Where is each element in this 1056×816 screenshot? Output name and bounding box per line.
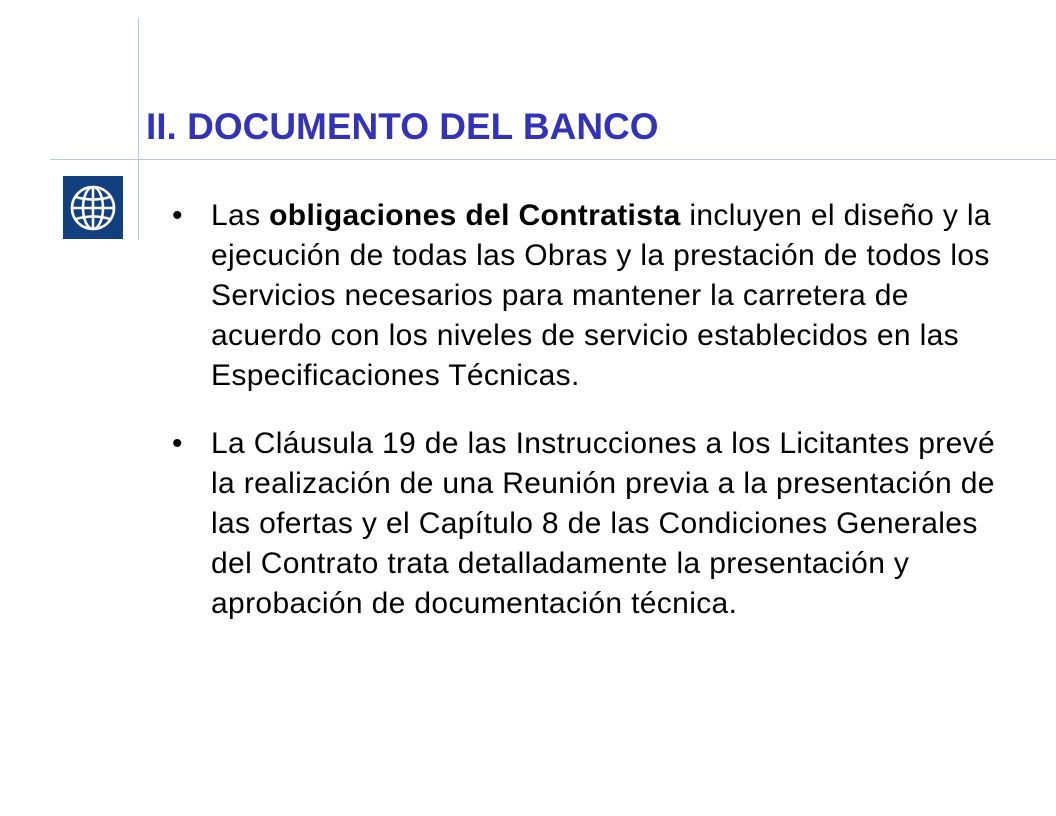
list-item [0,424,1056,624]
emphasis-text: obligaciones del Contratista [269,199,681,232]
bullet-list [0,196,1056,652]
bullet-text [211,196,1001,396]
list-item [0,196,1056,396]
horizontal-divider [50,159,1056,160]
text-run: incluyen el diseño y la ejecución de todas las Obras y la prestación de todos los Servicios necesarios para mantener la carretera de acuerdo con los niveles de servicio establecidos en las Especificaciones Técnicas. [211,199,991,392]
bullet-marker: • [172,427,183,460]
bullet-marker: • [172,199,183,232]
bullet-text: La Cláusula 19 de las Instrucciones a los Licitantes prevé la realización de una Reunión previa a la presentación de las ofertas y el Capítulo 8 de las Condiciones Generales del Contrato trata detalladamente la presentación y aprobación de documentación técnica. [211,427,996,620]
text-run: Las [211,199,270,232]
page-title: II. DOCUMENTO DEL BANCO [146,106,659,147]
